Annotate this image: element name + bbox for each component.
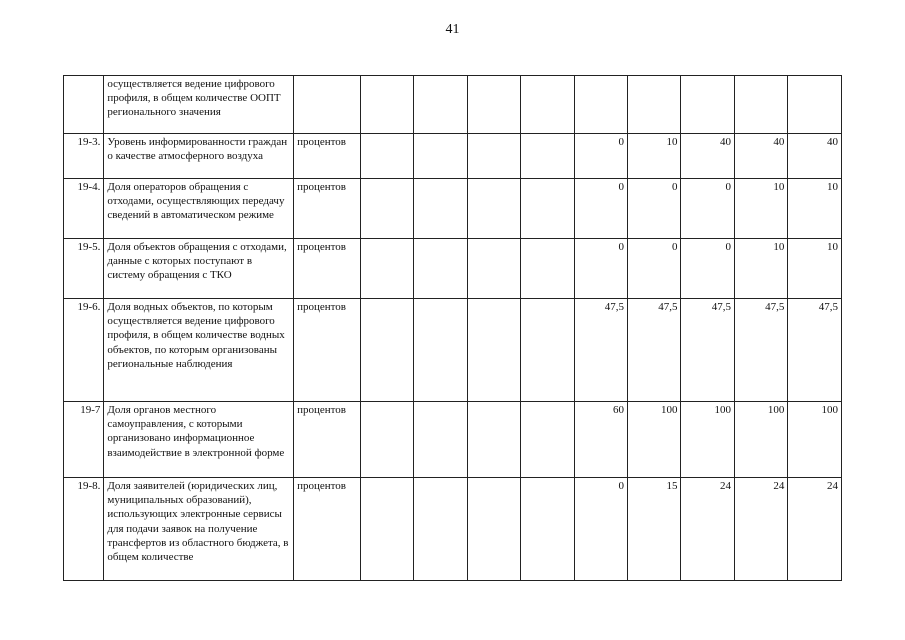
indicator-name: Доля органов местного самоуправления, с которыми организовано информационное взаимодействие в электронной форме: [104, 402, 294, 478]
blank-cell: [521, 478, 574, 581]
table-row: [64, 179, 842, 239]
blank-cell: [414, 76, 467, 134]
row-number: 19-4.: [64, 179, 104, 239]
blank-cell: [360, 239, 413, 299]
value-cell: 10: [788, 239, 842, 299]
value-cell: [734, 76, 787, 134]
value-cell: 0: [628, 179, 681, 239]
table-row: [64, 478, 842, 581]
value-cell: 47,5: [628, 299, 681, 402]
unit: процентов: [294, 478, 361, 581]
blank-cell: [360, 134, 413, 179]
value-cell: 0: [681, 239, 734, 299]
value-cell: 0: [574, 134, 627, 179]
value-cell: 24: [681, 478, 734, 581]
page-number: 41: [445, 22, 460, 37]
blank-cell: [414, 134, 467, 179]
row-number: [64, 76, 104, 134]
blank-cell: [414, 402, 467, 478]
value-cell: 47,5: [574, 299, 627, 402]
blank-cell: [521, 299, 574, 402]
blank-cell: [467, 76, 520, 134]
blank-cell: [521, 402, 574, 478]
blank-cell: [414, 478, 467, 581]
value-cell: 10: [734, 179, 787, 239]
blank-cell: [414, 299, 467, 402]
table-row: [64, 299, 842, 402]
blank-cell: [467, 478, 520, 581]
value-cell: 47,5: [734, 299, 787, 402]
indicator-name: Доля объектов обращения с отходами, данные с которых поступают в систему обращения с ТКО: [104, 239, 294, 299]
indicators-table: [63, 75, 842, 581]
unit: процентов: [294, 299, 361, 402]
table-row: [64, 134, 842, 179]
table-row: [64, 402, 842, 478]
value-cell: [628, 76, 681, 134]
value-cell: 10: [788, 179, 842, 239]
table-row: [64, 76, 842, 134]
unit: процентов: [294, 134, 361, 179]
row-number: 19-7: [64, 402, 104, 478]
value-cell: [574, 76, 627, 134]
blank-cell: [467, 299, 520, 402]
blank-cell: [414, 239, 467, 299]
unit: процентов: [294, 179, 361, 239]
unit: процентов: [294, 239, 361, 299]
blank-cell: [414, 179, 467, 239]
blank-cell: [467, 402, 520, 478]
row-number: 19-8.: [64, 478, 104, 581]
blank-cell: [360, 299, 413, 402]
value-cell: 40: [681, 134, 734, 179]
value-cell: 40: [788, 134, 842, 179]
value-cell: 100: [628, 402, 681, 478]
blank-cell: [467, 239, 520, 299]
value-cell: 100: [681, 402, 734, 478]
indicator-name: осуществляется ведение цифрового профиля, в общем количестве ООПТ регионального значения: [104, 76, 294, 134]
value-cell: 100: [734, 402, 787, 478]
blank-cell: [521, 134, 574, 179]
value-cell: 24: [734, 478, 787, 581]
unit: [294, 76, 361, 134]
value-cell: 0: [574, 179, 627, 239]
blank-cell: [360, 478, 413, 581]
value-cell: [788, 76, 842, 134]
blank-cell: [521, 76, 574, 134]
indicator-name: Доля заявителей (юридических лиц, муниципальных образований), использующих электронные сервисы для подачи заявок на получение трансфертов из областного бюджета, в общем количестве: [104, 478, 294, 581]
table-row: [64, 239, 842, 299]
blank-cell: [467, 134, 520, 179]
row-number: 19-5.: [64, 239, 104, 299]
blank-cell: [521, 179, 574, 239]
value-cell: 47,5: [681, 299, 734, 402]
unit: процентов: [294, 402, 361, 478]
value-cell: 0: [574, 239, 627, 299]
blank-cell: [360, 76, 413, 134]
indicator-name: Доля операторов обращения с отходами, осуществляющих передачу сведений в автоматическом режиме: [104, 179, 294, 239]
indicator-name: Уровень информированности граждан о качестве атмосферного воздуха: [104, 134, 294, 179]
value-cell: [681, 76, 734, 134]
value-cell: 60: [574, 402, 627, 478]
value-cell: 0: [681, 179, 734, 239]
value-cell: 0: [574, 478, 627, 581]
row-number: 19-6.: [64, 299, 104, 402]
row-number: 19-3.: [64, 134, 104, 179]
blank-cell: [467, 179, 520, 239]
value-cell: 0: [628, 239, 681, 299]
value-cell: 10: [734, 239, 787, 299]
value-cell: 47,5: [788, 299, 842, 402]
blank-cell: [360, 402, 413, 478]
value-cell: 100: [788, 402, 842, 478]
blank-cell: [360, 179, 413, 239]
value-cell: 24: [788, 478, 842, 581]
indicator-name: Доля водных объектов, по которым осуществляется ведение цифрового профиля, в общем количестве водных объектов, по которым организованы региональные наблюдения: [104, 299, 294, 402]
value-cell: 15: [628, 478, 681, 581]
value-cell: 10: [628, 134, 681, 179]
blank-cell: [521, 239, 574, 299]
value-cell: 40: [734, 134, 787, 179]
